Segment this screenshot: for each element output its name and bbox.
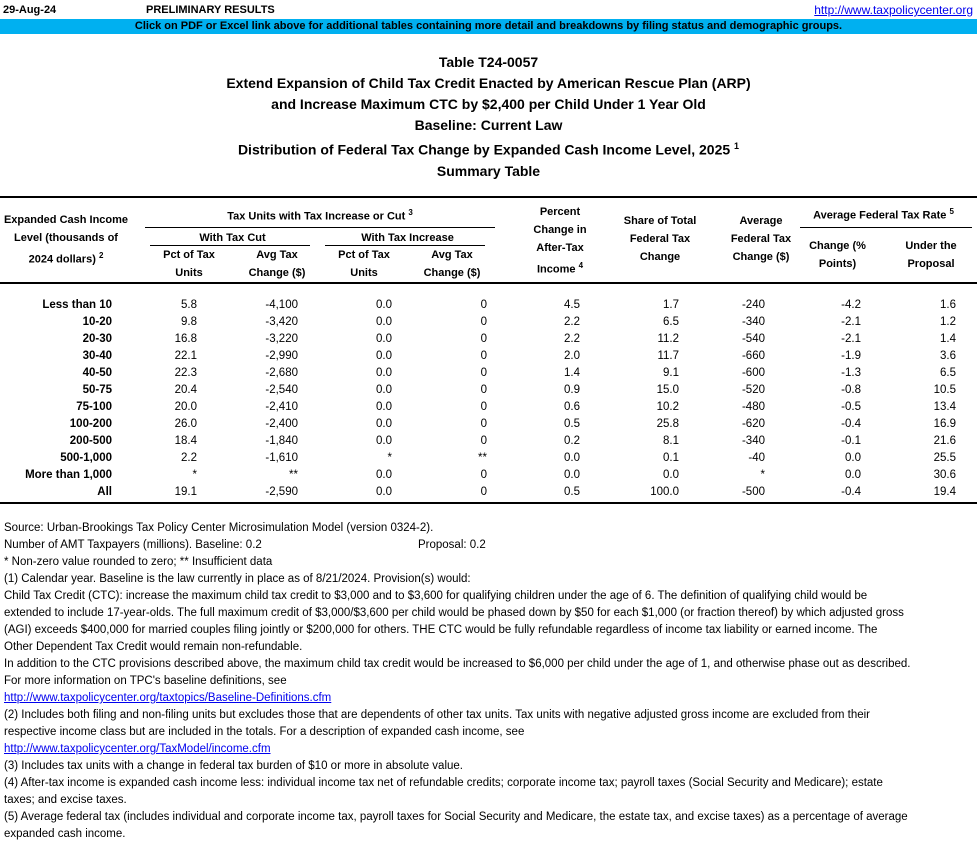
col-share: Share of Total Federal Tax Change	[623, 215, 697, 263]
table-row	[0, 452, 977, 469]
row-label: More than 1,000	[25, 469, 112, 481]
cell-cut-avg: -2,680	[265, 367, 298, 379]
col-income-level: Expanded Cash Income Level (thousands of 2024 dollars) $^2$	[3, 214, 129, 266]
cell-rate-change: -1.3	[841, 367, 861, 379]
cell-avg-change: -520	[741, 384, 765, 396]
row-label: All	[97, 486, 112, 498]
cell-inc-avg: 0	[480, 316, 487, 328]
cell-rate-under: 16.9	[933, 418, 956, 430]
title-line-3: Baseline: Current Law	[414, 117, 563, 133]
row-label: Less than 10	[42, 299, 112, 311]
cell-after-tax: 1.4	[564, 367, 580, 379]
cell-avg-change: *	[760, 469, 765, 481]
col-group-tax-units: Tax Units with Tax Increase or Cut $^3$	[227, 208, 413, 223]
cell-after-tax: 2.2	[564, 316, 580, 328]
table-row	[0, 333, 977, 350]
col-inc-pct: Pct of Tax Units	[338, 249, 390, 279]
col-cut-avg: Avg Tax Change ($)	[248, 249, 306, 279]
cell-inc-avg: 0	[480, 435, 487, 447]
cell-cut-avg: -3,220	[265, 333, 298, 345]
cell-share: 100.0	[650, 486, 679, 498]
income-definition-link[interactable]: http://www.taxpolicycenter.org/TaxModel/income.cfm	[4, 743, 271, 755]
cell-rate-change: -0.1	[841, 435, 861, 447]
cell-rate-under: 10.5	[933, 384, 956, 396]
title-line-5: Summary Table	[436, 162, 541, 179]
cell-after-tax: 2.0	[564, 350, 580, 362]
cell-avg-change: -480	[741, 401, 765, 413]
cell-cut-avg: -4,100	[265, 299, 298, 311]
cell-share: 10.2	[656, 401, 679, 413]
cell-avg-change: -660	[741, 350, 765, 362]
cell-inc-pct: 0.0	[376, 333, 392, 345]
cell-rate-under: 1.4	[940, 333, 956, 345]
cell-inc-pct: 0.0	[376, 367, 392, 379]
cell-rate-change: -1.9	[841, 350, 861, 362]
cell-rate-change: -0.4	[841, 418, 861, 430]
info-banner: Click on PDF or Excel link above for additional tables containing more detail and breakdowns by filing status and demographic groups.	[0, 19, 977, 34]
col-avg-change: Average Federal Tax Change ($)	[730, 215, 792, 263]
table-id: Table T24-0057	[438, 54, 539, 70]
rate-rule	[800, 227, 972, 228]
cell-cut-pct: 16.8	[174, 333, 197, 345]
cell-inc-pct: 0.0	[376, 316, 392, 328]
cell-rate-under: 1.2	[940, 316, 956, 328]
col-rate-change: Change (% Points)	[809, 240, 866, 270]
cell-inc-avg: **	[478, 452, 487, 464]
cell-avg-change: -540	[741, 333, 765, 345]
cell-cut-pct: 2.2	[181, 452, 197, 464]
cell-inc-pct: 0.0	[376, 486, 392, 498]
cell-cut-pct: 20.0	[174, 401, 197, 413]
cell-inc-avg: 0	[480, 418, 487, 430]
row-label: 20-30	[82, 333, 112, 345]
table-row	[0, 367, 977, 384]
cell-cut-pct: 9.8	[181, 316, 197, 328]
cell-rate-change: -4.2	[841, 299, 861, 311]
cell-share: 6.5	[663, 316, 679, 328]
col-rate-under: Under the Proposal	[905, 240, 957, 270]
cell-inc-avg: 0	[480, 384, 487, 396]
header-bottom-rule	[0, 282, 977, 284]
cell-after-tax: 2.2	[564, 333, 580, 345]
cell-after-tax: 0.6	[564, 401, 580, 413]
cell-inc-pct: *	[387, 452, 392, 464]
cell-avg-change: -600	[741, 367, 765, 379]
cell-cut-pct: 20.4	[174, 384, 197, 396]
footnotes: Source: Urban-Brookings Tax Policy Center Microsimulation Model (version 0324-2). Number of AMT Taxpayers (millions). Baseline: 0.2 Proposal: 0.2 * Non-zero value rounded to zero; ** Insufficient data (1) Calendar year. Baseline is the law currently in place as of 8/21/2024. Provision(s) would: Child Tax Credit (CTC): increase the maximum child tax credit to $3,000 and to $3,600 for qualifying children under the age of 6. The definition of qualifying child would be extended to include 17-year-olds. The full maximum credit of $3,000/$3,600 per child would be phased down by $50 for each $1,000 (or fraction thereof) by which adjusted gross (AGI) exceeds $400,000 for married couples filing jointly or $200,000 for others. THE CTC would be fully refundable regardless of income tax liability or earned income. The Other Dependent Tax Credit would remain non-refundable. In addition to the CTC provisions described above, the maximum child tax credit would be increased to $6,000 per child under the age of 1, and otherwise phase out as described. For more information on TPC's baseline definitions, see http://www.taxpolicycenter.org/taxtopics/Baseline-Definitions.cfm (2) Includes both filing and non-filing units but excludes those that are dependents of other tax units. Tax units with negative adjusted gross income are excluded from their respective income class but are included in the totals. For a description of expanded cash income, see http://www.taxpolicycenter.org/TaxModel/income.cfm (3) Includes tax units with a change in federal tax burden of $10 or more in absolute value. (4) After-tax income is expanded cash income less: individual income tax net of refundable credits; corporate income tax; payroll taxes (Social Security and Medicare); estate taxes; and excise taxes. (5) Average federal tax (includes individual and corporate income tax, payroll taxes for Social Security and Medicare, the estate tax, and excise taxes) as a percentage of average expanded cash income.	[4, 520, 977, 843]
col-cut-pct: Pct of Tax Units	[163, 249, 215, 279]
cell-share: 9.1	[663, 367, 679, 379]
cell-inc-pct: 0.0	[376, 469, 392, 481]
cell-rate-under: 1.6	[940, 299, 956, 311]
note-4: (4) After-tax income is expanded cash income less: individual income tax net of refundable credits; corporate income tax; payroll taxes (Social Security and Medicare); estate	[4, 777, 883, 789]
cell-share: 0.1	[663, 452, 679, 464]
cell-avg-change: -40	[748, 452, 765, 464]
legend-note: * Non-zero value rounded to zero; ** Insufficient data	[4, 556, 273, 568]
cell-rate-under: 21.6	[933, 435, 956, 447]
table-bottom-rule	[0, 502, 977, 504]
cell-after-tax: 0.5	[564, 418, 580, 430]
table-row	[0, 469, 977, 486]
cell-inc-pct: 0.0	[376, 435, 392, 447]
cell-cut-avg: -1,840	[265, 435, 298, 447]
row-label: 75-100	[76, 401, 112, 413]
cell-cut-pct: *	[192, 469, 197, 481]
table-row	[0, 384, 977, 401]
cell-inc-pct: 0.0	[376, 401, 392, 413]
cell-cut-avg: -1,610	[265, 452, 298, 464]
cell-after-tax: 4.5	[564, 299, 580, 311]
note-1: (1) Calendar year. Baseline is the law currently in place as of 8/21/2024. Provision(s) would:	[4, 573, 471, 585]
row-label: 50-75	[82, 384, 112, 396]
cell-rate-under: 13.4	[933, 401, 956, 413]
row-label: 10-20	[82, 316, 112, 328]
cell-cut-pct: 26.0	[174, 418, 197, 430]
table-row	[0, 435, 977, 452]
cell-rate-change: 0.0	[845, 469, 861, 481]
baseline-definitions-link[interactable]: http://www.taxpolicycenter.org/taxtopics/Baseline-Definitions.cfm	[4, 692, 332, 704]
cell-inc-avg: 0	[480, 469, 487, 481]
cell-share: 0.0	[663, 469, 679, 481]
cell-inc-pct: 0.0	[376, 299, 392, 311]
row-label: 200-500	[69, 435, 112, 447]
cell-cut-avg: -2,400	[265, 418, 298, 430]
cell-cut-pct: 5.8	[181, 299, 197, 311]
cell-after-tax: 0.2	[564, 435, 580, 447]
table-row	[0, 350, 977, 367]
cell-rate-change: -0.5	[841, 401, 861, 413]
cell-cut-pct: 22.3	[174, 367, 197, 379]
cell-share: 15.0	[656, 384, 679, 396]
cell-share: 25.8	[656, 418, 679, 430]
cell-inc-avg: 0	[480, 350, 487, 362]
cell-inc-pct: 0.0	[376, 418, 392, 430]
cell-inc-avg: 0	[480, 333, 487, 345]
cell-cut-pct: 18.4	[174, 435, 197, 447]
row-label: 40-50	[82, 367, 112, 379]
cell-cut-pct: 19.1	[174, 486, 197, 498]
table-row	[0, 418, 977, 435]
col-inc-avg: Avg Tax Change ($)	[423, 249, 481, 279]
col-group-with-cut: With Tax Cut	[199, 232, 266, 244]
top-bar	[0, 0, 977, 20]
source-note: Source: Urban-Brookings Tax Policy Center Microsimulation Model (version 0324-2).	[4, 522, 434, 534]
cell-rate-under: 3.6	[940, 350, 956, 362]
cell-inc-avg: 0	[480, 299, 487, 311]
cell-avg-change: -620	[741, 418, 765, 430]
cell-cut-avg: -2,990	[265, 350, 298, 362]
cell-cut-avg: -3,420	[265, 316, 298, 328]
cell-avg-change: -340	[741, 316, 765, 328]
row-label: 100-200	[69, 418, 112, 430]
cell-inc-pct: 0.0	[376, 350, 392, 362]
cell-inc-pct: 0.0	[376, 384, 392, 396]
cell-avg-change: -240	[741, 299, 765, 311]
report-date: 29-Aug-24	[3, 4, 57, 16]
cell-after-tax: 0.0	[564, 469, 580, 481]
row-label: 500-1,000	[60, 452, 112, 464]
cell-rate-change: -0.4	[841, 486, 861, 498]
status-label: PRELIMINARY RESULTS	[146, 4, 275, 16]
cell-rate-under: 6.5	[940, 367, 956, 379]
cell-cut-avg: -2,410	[265, 401, 298, 413]
cell-share: 11.7	[657, 350, 679, 362]
cell-avg-change: -340	[741, 435, 765, 447]
col-group-avg-rate: Average Federal Tax Rate $^5$	[813, 207, 954, 222]
table-titles	[0, 52, 977, 182]
cell-avg-change: -500	[741, 486, 765, 498]
site-link[interactable]: http://www.taxpolicycenter.org	[814, 3, 973, 17]
cell-inc-avg: 0	[480, 401, 487, 413]
table-row	[0, 316, 977, 333]
cell-share: 1.7	[663, 299, 679, 311]
cell-rate-change: 0.0	[845, 452, 861, 464]
table-row	[0, 299, 977, 316]
cell-cut-avg: **	[289, 469, 298, 481]
cell-after-tax: 0.9	[564, 384, 580, 396]
group-rule	[145, 227, 495, 228]
cell-rate-under: 30.6	[933, 469, 956, 481]
cell-share: 11.2	[657, 333, 679, 345]
header-top-rule	[0, 196, 977, 198]
col-after-tax: Percent Change in After-Tax Income $^4$	[533, 206, 587, 276]
cell-after-tax: 0.0	[564, 452, 580, 464]
row-label: 30-40	[82, 350, 112, 362]
table-row	[0, 486, 977, 503]
title-line-1: Extend Expansion of Child Tax Credit Enacted by American Rescue Plan (ARP)	[226, 75, 751, 91]
table-row	[0, 401, 977, 418]
cell-rate-change: -0.8	[841, 384, 861, 396]
title-line-2: and Increase Maximum CTC by $2,400 per Child Under 1 Year Old	[271, 96, 706, 112]
cell-rate-under: 19.4	[933, 486, 956, 498]
cell-cut-avg: -2,540	[265, 384, 298, 396]
title-line-4: Distribution of Federal Tax Change by Expanded Cash Income Level, 2025 $^1$	[237, 141, 740, 158]
cell-rate-under: 25.5	[933, 452, 956, 464]
note-2: (2) Includes both filing and non-filing units but excludes those that are dependents of other tax units. Tax units with negative adjusted gross income are excluded from their	[4, 709, 870, 721]
cell-rate-change: -2.1	[841, 316, 861, 328]
cell-cut-pct: 22.1	[174, 350, 197, 362]
amt-note: Number of AMT Taxpayers (millions). Baseline: 0.2 Proposal: 0.2	[4, 539, 486, 551]
cell-cut-avg: -2,590	[265, 486, 298, 498]
note-3: (3) Includes tax units with a change in federal tax burden of $10 or more in absolute value.	[4, 760, 463, 772]
cell-share: 8.1	[663, 435, 679, 447]
note-5: (5) Average federal tax (includes individual and corporate income tax, payroll taxes for Social Security and Medicare, the estate tax, and excise taxes) as a percentage of average	[4, 811, 908, 823]
cell-after-tax: 0.5	[564, 486, 580, 498]
cell-inc-avg: 0	[480, 486, 487, 498]
cell-inc-avg: 0	[480, 367, 487, 379]
col-group-with-increase: With Tax Increase	[361, 232, 454, 244]
cell-rate-change: -2.1	[841, 333, 861, 345]
